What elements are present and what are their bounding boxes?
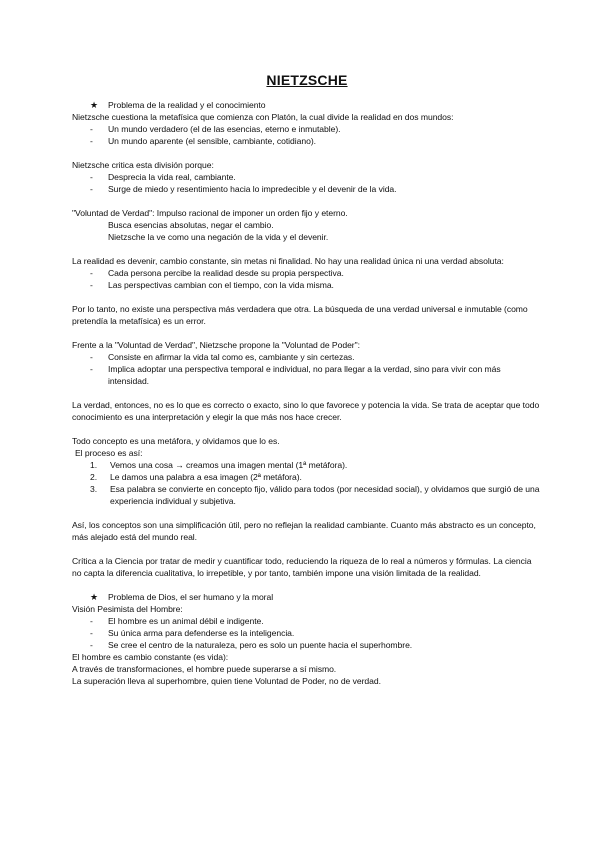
list-number: 3. xyxy=(90,484,98,494)
list-item-text: Un mundo verdadero (el de las esencias, eterno e inmutable). xyxy=(108,124,341,134)
dash-bullet: - xyxy=(90,184,93,194)
list-item-text: El hombre es un animal débil e indigente. xyxy=(108,616,264,626)
section-heading-text: Problema de la realidad y el conocimiento xyxy=(108,100,266,110)
list-item xyxy=(90,363,542,387)
list-item xyxy=(90,639,542,651)
list-item xyxy=(90,483,542,507)
bullet-list xyxy=(72,123,542,147)
list-item xyxy=(90,267,542,279)
list-item xyxy=(90,351,542,363)
list-item-text: Consiste en afirmar la vida tal como es, cambiante y sin certezas. xyxy=(108,352,355,362)
numbered-list xyxy=(72,459,542,507)
list-item-text: Vemos una cosa → creamos una imagen mental (1ª metáfora). xyxy=(110,460,348,470)
bullet-list xyxy=(72,171,542,195)
page-title: NIETZSCHE xyxy=(266,72,348,88)
list-item-text: Desprecia la vida real, cambiante. xyxy=(108,172,236,182)
list-item xyxy=(90,183,542,195)
list-item xyxy=(90,471,542,483)
list-item xyxy=(90,171,542,183)
star-bullet-icon: ★ xyxy=(90,100,99,110)
list-item-text: Cada persona percibe la realidad desde su propia perspectiva. xyxy=(108,268,344,278)
indented-line: Busca esencias absolutas, negar el cambio. xyxy=(108,220,274,230)
list-item xyxy=(90,279,542,291)
list-item-text: Su única arma para defenderse es la inteligencia. xyxy=(108,628,295,638)
bullet-list xyxy=(72,351,542,387)
section-heading-reality xyxy=(90,99,542,111)
list-item xyxy=(90,123,542,135)
dash-bullet: - xyxy=(90,352,93,362)
paragraph: A través de transformaciones, el hombre puede superarse a sí mismo. xyxy=(72,664,337,674)
paragraph: La realidad es devenir, cambio constante, sin metas ni finalidad. No hay una realidad única ni una verdad absoluta: xyxy=(72,256,504,266)
star-bullet-icon: ★ xyxy=(90,592,99,602)
paragraph: Frente a la "Voluntad de Verdad", Nietzsche propone la "Voluntad de Poder": xyxy=(72,340,360,350)
paragraph: La superación lleva al superhombre, quien tiene Voluntad de Poder, no de verdad. xyxy=(72,676,381,686)
dash-bullet: - xyxy=(90,124,93,134)
list-item-text: Esa palabra se convierte en concepto fijo, válido para todos (por necesidad social), y olvidamos que surgió de una experiencia individual y subjetiva. xyxy=(110,484,540,506)
list-item-text: Surge de miedo y resentimiento hacia lo impredecible y el devenir de la vida. xyxy=(108,184,397,194)
list-item-text: Las perspectivas cambian con el tiempo, con la vida misma. xyxy=(108,280,334,290)
indented-line: Nietzsche la ve como una negación de la vida y el devenir. xyxy=(108,232,329,242)
dash-bullet: - xyxy=(90,136,93,146)
list-item-text: Un mundo aparente (el sensible, cambiante, cotidiano). xyxy=(108,136,316,146)
paragraph: Nietzsche cuestiona la metafísica que comienza con Platón, la cual divide la realidad en dos mundos: xyxy=(72,112,454,122)
list-item xyxy=(90,459,542,471)
list-item-text: Se cree el centro de la naturaleza, pero es solo un puente hacia el superhombre. xyxy=(108,640,413,650)
dash-bullet: - xyxy=(90,628,93,638)
dash-bullet: - xyxy=(90,172,93,182)
paragraph: Crítica a la Ciencia por tratar de medir y cuantificar todo, reduciendo la riqueza de lo real a números y fórmulas. La ciencia no capta la diferencia cualitativa, lo irrepetible, y por tanto, también impone una visión limitada de la realidad. xyxy=(72,556,532,578)
paragraph: Todo concepto es una metáfora, y olvidamos que lo es. xyxy=(72,436,280,446)
dash-bullet: - xyxy=(90,364,93,374)
document-page xyxy=(72,74,542,687)
list-number: 1. xyxy=(90,460,98,470)
dash-bullet: - xyxy=(90,640,93,650)
list-item-text: Le damos una palabra a esa imagen (2ª metáfora). xyxy=(110,472,302,482)
list-item xyxy=(90,615,542,627)
section-heading-text: Problema de Dios, el ser humano y la moral xyxy=(108,592,274,602)
paragraph: La verdad, entonces, no es lo que es correcto o exacto, sino lo que favorece y potencia la vida. Se trata de aceptar que todo conocimiento es una interpretación y elegir la que más nos hace crecer. xyxy=(72,400,540,422)
bullet-list xyxy=(72,615,542,651)
paragraph: Visión Pesimista del Hombre: xyxy=(72,604,183,614)
paragraph: El hombre es cambio constante (es vida): xyxy=(72,652,229,662)
paragraph: Así, los conceptos son una simplificación útil, pero no reflejan la realidad cambiante. Cuanto más abstracto es un concepto, más alejado está del mundo real. xyxy=(72,520,536,542)
list-number: 2. xyxy=(90,472,98,482)
dash-bullet: - xyxy=(90,616,93,626)
paragraph: Por lo tanto, no existe una perspectiva más verdadera que otra. La búsqueda de una verdad universal e inmutable (como pretendía la metafísica) es un error. xyxy=(72,304,528,326)
paragraph: El proceso es así: xyxy=(75,448,143,458)
dash-bullet: - xyxy=(90,280,93,290)
list-item-text: Implica adoptar una perspectiva temporal e individual, no para llegar a la verdad, sino para vivir con más intensidad. xyxy=(108,364,501,386)
list-item xyxy=(90,135,542,147)
bullet-list xyxy=(72,267,542,291)
list-item xyxy=(90,627,542,639)
paragraph: Nietzsche critica esta división porque: xyxy=(72,160,214,170)
section-heading-god xyxy=(90,591,542,603)
dash-bullet: - xyxy=(90,268,93,278)
paragraph: "Voluntad de Verdad": Impulso racional de imponer un orden fijo y eterno. xyxy=(72,208,348,218)
